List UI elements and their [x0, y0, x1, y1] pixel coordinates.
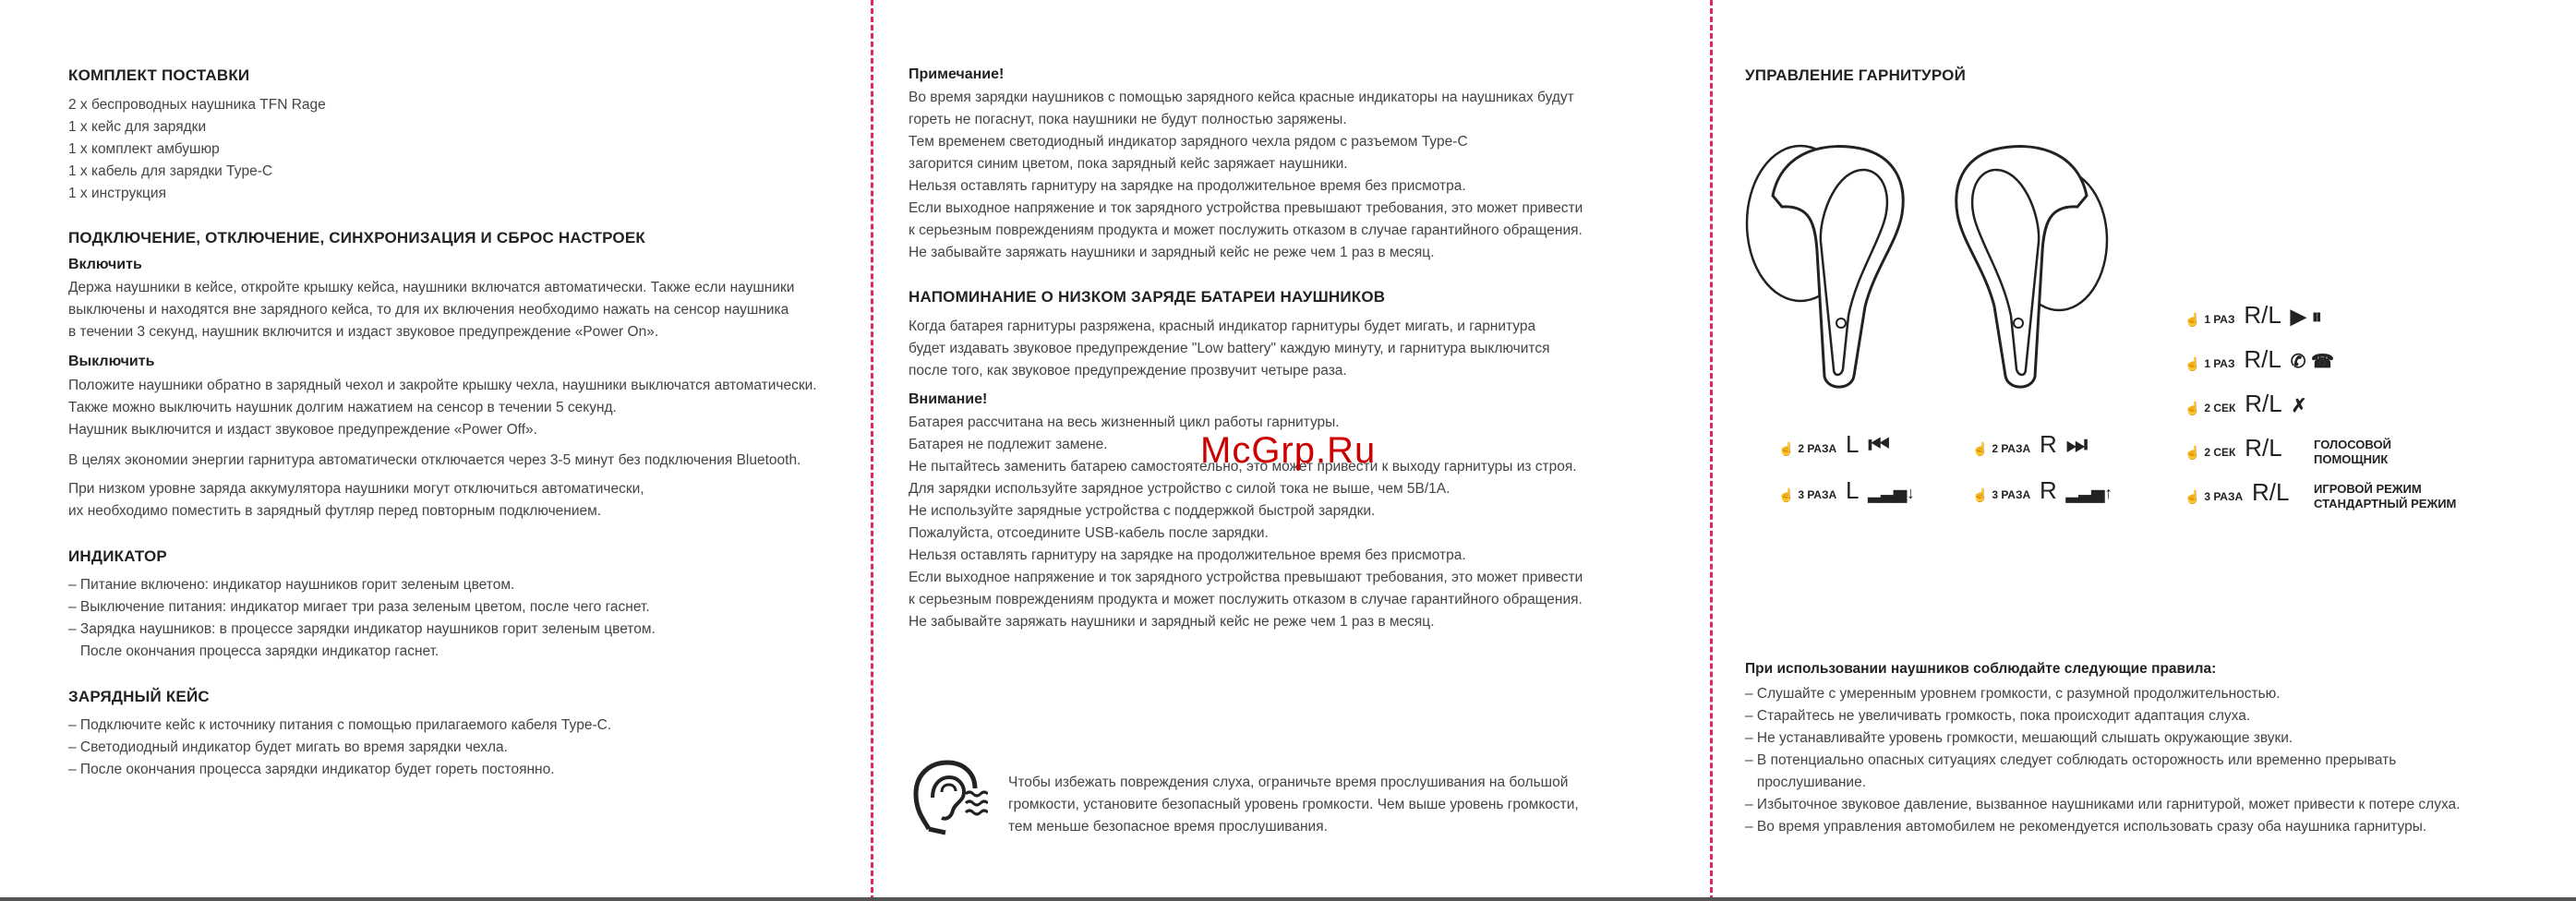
- hearing-line: громкости, установите безопасный уровень громкости. Чем выше уровень громкости,: [1008, 797, 1579, 812]
- control-left-prev: ☝ 2 РАЗА L ⏮: [1778, 430, 1890, 458]
- next-track-icon: ⏭: [2065, 430, 2088, 458]
- control-answer-hangup: ☝ 1 РАЗ R/L ✆ ☎: [2185, 345, 2334, 373]
- rule-line: – Старайтесь не увеличивать громкость, пока происходит адаптация слуха.: [1745, 708, 2251, 724]
- low-battery-line: их необходимо поместить в зарядный футляр перед повторным подключением.: [68, 503, 602, 519]
- volume-up-icon: ▂▃▅↑: [2065, 484, 2113, 502]
- note-line: к серьезным повреждениям продукта и может послужить отказом в случае гарантийного обращения.: [909, 222, 1583, 238]
- kit-item: 1 х кабель для зарядки Type-C: [68, 163, 273, 179]
- column-left: [68, 0, 862, 901]
- power-on-line: выключены и находятся вне зарядного кейса, то для их включения необходимо нажать на сенсор наушника: [68, 302, 789, 318]
- right-earbud-illustration: [1948, 122, 2114, 399]
- volume-down-icon: ▂▃▅↓: [1868, 484, 1915, 502]
- game-mode-label: ИГРОВОЙ РЕЖИМ СТАНДАРТНЫЙ РЕЖИМ: [2314, 482, 2457, 511]
- power-on-line: в течении 3 секунд, наушник включится и издаст звуковое предупреждение «Power On».: [68, 324, 659, 340]
- note-title: Примечание!: [909, 66, 1005, 82]
- warning-line: Для зарядки используйте зарядное устройство с силой тока не выше, чем 5В/1А.: [909, 481, 1451, 497]
- control-right-volume-up: ☝ 3 РАЗА R ▂▃▅↑: [1972, 476, 2113, 504]
- note-line: Не забывайте заряжать наушники и зарядный кейс не реже чем 1 раз в месяц.: [909, 245, 1435, 260]
- tap-hand-icon: ☝: [1778, 440, 1795, 456]
- fold-divider-left: [871, 0, 873, 901]
- rule-line: прослушивание.: [1745, 775, 1867, 790]
- warning-line: Пожалуйста, отсоедините USB-кабель после зарядки.: [909, 525, 1269, 541]
- tap-hand-icon: ☝: [2185, 311, 2201, 327]
- case-title: ЗАРЯДНЫЙ КЕЙС: [68, 688, 210, 705]
- left-earbud-illustration: [1745, 122, 1911, 399]
- kit-item: 1 х комплект амбушюр: [68, 141, 220, 157]
- indicator-line: – Выключение питания: индикатор мигает три раза зеленым цветом, после чего гаснет.: [68, 599, 650, 615]
- power-off-line: Наушник выключится и издаст звуковое предупреждение «Power Off».: [68, 422, 537, 438]
- power-off-title: Выключить: [68, 354, 155, 369]
- case-line: – Светодиодный индикатор будет мигать во время зарядки чехла.: [68, 739, 508, 755]
- warning-title: Внимание!: [909, 391, 988, 407]
- kit-list: [68, 94, 326, 205]
- hearing-line: Чтобы избежать повреждения слуха, ограничьте время прослушивания на большой: [1008, 775, 1569, 790]
- note-line: Нельзя оставлять гарнитуру на зарядке на продолжительное время без присмотра.: [909, 178, 1466, 194]
- connection-title: ПОДКЛЮЧЕНИЕ, ОТКЛЮЧЕНИЕ, СИНХРОНИЗАЦИЯ И СБРОС НАСТРОЕК: [68, 229, 645, 246]
- battery-line: после того, как звуковое предупреждение прозвучит четыре раза.: [909, 363, 1347, 378]
- control-reject-call: ☝ 2 СЕК R/L ✗: [2185, 390, 2307, 417]
- power-on-title: Включить: [68, 257, 142, 272]
- power-off-line: Положите наушники обратно в зарядный чехол и закройте крышку чехла, наушники выключатся автоматически.: [68, 378, 817, 393]
- battery-title: НАПОМИНАНИЕ О НИЗКОМ ЗАРЯДЕ БАТАРЕИ НАУШНИКОВ: [909, 288, 1386, 306]
- kit-item: 1 х инструкция: [68, 186, 166, 201]
- rule-line: – В потенциально опасных ситуациях следует соблюдать осторожность или временно прерывать: [1745, 752, 2397, 768]
- hearing-protection-icon: [909, 757, 988, 836]
- control-play-pause: ☝ 1 РАЗ R/L ▶ ⏸: [2185, 301, 2322, 329]
- note-line: загорится синим цветом, пока зарядный кейс заряжает наушники.: [909, 156, 1348, 172]
- hearing-line: тем меньше безопасное время прослушивания.: [1008, 819, 1328, 835]
- tap-hand-icon: ☝: [2185, 488, 2201, 504]
- warning-line: Батарея не подлежит замене.: [909, 437, 1108, 452]
- phone-call-icon: ✆ ☎: [2290, 352, 2334, 372]
- tap-hand-icon: ☝: [2185, 400, 2201, 415]
- rules-title: При использовании наушников соблюдайте следующие правила:: [1745, 661, 2217, 677]
- indicator-title: ИНДИКАТОР: [68, 547, 167, 565]
- tap-hand-icon: ☝: [2185, 355, 2201, 371]
- tap-hand-icon: ☝: [1778, 487, 1795, 502]
- note-line: Если выходное напряжение и ток зарядного устройства превышают требования, это может привести: [909, 200, 1583, 216]
- warning-line: Если выходное напряжение и ток зарядного устройства превышают требования, это может привести: [909, 570, 1583, 585]
- rule-line: – Слушайте с умеренным уровнем громкости, с разумной продолжительностью.: [1745, 686, 2281, 702]
- power-off-line: Также можно выключить наушник долгим нажатием на сенсор в течении 5 секунд.: [68, 400, 617, 415]
- reject-call-icon: ✗: [2291, 396, 2307, 416]
- rule-line: – Избыточное звуковое давление, вызванное наушниками или гарнитурой, может привести к потере слуха.: [1745, 797, 2461, 812]
- warning-line: к серьезным повреждениям продукта и может послужить отказом в случае гарантийного обращения.: [909, 592, 1583, 607]
- indicator-line: – Питание включено: индикатор наушников горит зеленым цветом.: [68, 577, 515, 593]
- warning-line: Не забывайте заряжать наушники и зарядный кейс не реже чем 1 раз в месяц.: [909, 614, 1435, 630]
- power-on-line: Держа наушники в кейсе, откройте крышку кейса, наушники включатся автоматически. Также если наушники: [68, 280, 795, 295]
- note-line: Тем временем светодиодный индикатор зарядного чехла рядом с разъемом Type-C: [909, 134, 1468, 150]
- control-game-mode: ☝ 3 РАЗА R/L: [2185, 478, 2290, 506]
- play-pause-icon: ▶ ⏸: [2290, 305, 2322, 328]
- column-right: [1745, 0, 2567, 901]
- fold-divider-right: [1710, 0, 1713, 901]
- kit-item: 2 х беспроводных наушника TFN Rage: [68, 97, 326, 113]
- eco-note: В целях экономии энергии гарнитура автоматически отключается через 3-5 минут без подключения Bluetooth.: [68, 452, 801, 468]
- watermark: McGrp.Ru: [1200, 430, 1377, 471]
- control-right-next: ☝ 2 РАЗА R ⏭: [1972, 430, 2088, 458]
- indicator-line: После окончания процесса зарядки индикатор гаснет.: [68, 643, 439, 659]
- low-battery-line: При низком уровне заряда аккумулятора наушники могут отключиться автоматически,: [68, 481, 644, 497]
- kit-item: 1 х кейс для зарядки: [68, 119, 207, 135]
- tap-hand-icon: ☝: [1972, 440, 1989, 456]
- previous-track-icon: ⏮: [1868, 430, 1890, 458]
- warning-line: Нельзя оставлять гарнитуру на зарядке на продолжительное время без присмотра.: [909, 547, 1466, 563]
- warning-line: Батарея рассчитана на весь жизненный цикл работы гарнитуры.: [909, 414, 1340, 430]
- warning-line: Не используйте зарядные устройства с поддержкой быстрой зарядки.: [909, 503, 1376, 519]
- tap-hand-icon: ☝: [1972, 487, 1989, 502]
- case-line: – После окончания процесса зарядки индикатор будет гореть постоянно.: [68, 762, 555, 777]
- rule-line: – Не устанавливайте уровень громкости, мешающий слышать окружающие звуки.: [1745, 730, 2293, 746]
- control-voice-assistant: ☝ 2 СЕК R/L: [2185, 434, 2282, 462]
- control-left-volume-down: ☝ 3 РАЗА L ▂▃▅↓: [1778, 476, 1915, 504]
- warning-line: Не пытайтесь заменить батарею самостоятельно, это может привести к выходу гарнитуры из строя.: [909, 459, 1577, 475]
- note-line: Во время зарядки наушников с помощью зарядного кейса красные индикаторы на наушниках будут: [909, 90, 1574, 105]
- battery-line: будет издавать звуковое предупреждение "Low battery" каждую минуту, и гарнитура выключится: [909, 341, 1550, 356]
- voice-assistant-label: ГОЛОСОВОЙ ПОМОЩНИК: [2314, 438, 2391, 466]
- tap-hand-icon: ☝: [2185, 444, 2201, 460]
- indicator-line: – Зарядка наушников: в процессе зарядки индикатор наушников горит зеленым цветом.: [68, 621, 656, 637]
- control-title: УПРАВЛЕНИЕ ГАРНИТУРОЙ: [1745, 66, 1966, 84]
- battery-line: Когда батарея гарнитуры разряжена, красный индикатор гарнитуры будет мигать, и гарнитура: [909, 318, 1536, 334]
- rule-line: – Во время управления автомобилем не рекомендуется использовать сразу оба наушника гарнитуры.: [1745, 819, 2427, 835]
- note-line: гореть не погаснут, пока наушники не будут полностью заряжены.: [909, 112, 1347, 127]
- case-line: – Подключите кейс к источнику питания с помощью прилагаемого кабеля Type-C.: [68, 717, 612, 733]
- kit-title: КОМПЛЕКТ ПОСТАВКИ: [68, 66, 250, 84]
